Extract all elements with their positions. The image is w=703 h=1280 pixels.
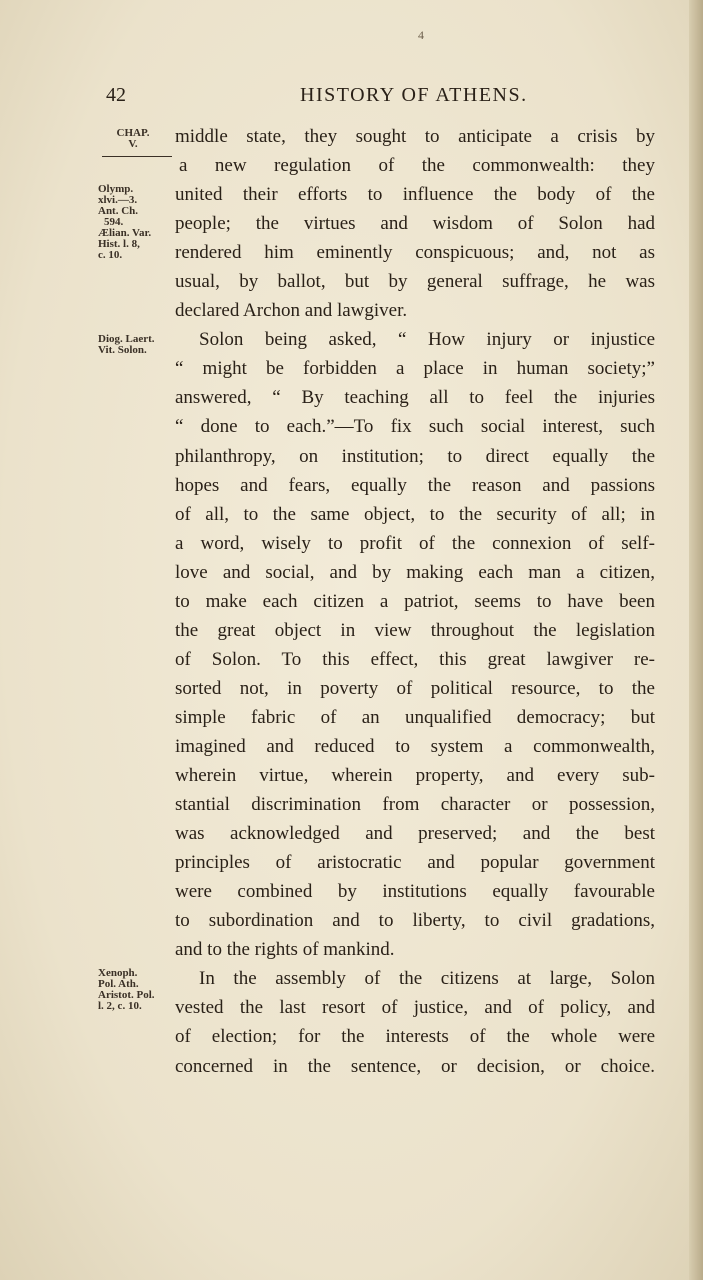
text-line: a word, wisely to profit of the connexion of self-: [175, 532, 655, 554]
text-line: and to the rights of mankind.: [175, 939, 395, 961]
page-number: 42: [106, 84, 126, 106]
margin-note-line: 594.: [104, 216, 124, 228]
text-line: Solon being asked, “ How injury or injustice: [199, 329, 655, 351]
margin-note-line: Aristot. Pol.: [98, 989, 155, 1001]
text-line: middle state, they sought to anticipate a crisis by: [175, 126, 655, 147]
text-line: imagined and reduced to system a commonwealth,: [175, 735, 655, 757]
running-head-title: HISTORY OF ATHENS.: [300, 84, 528, 106]
text-line: answered, “ By teaching all to feel the injuries: [175, 387, 655, 409]
text-line: hopes and fears, equally the reason and passions: [175, 474, 655, 496]
text-line: concerned in the sentence, or decision, or choice.: [175, 1055, 655, 1077]
text-line: love and social, and by making each man a citizen,: [175, 561, 655, 583]
margin-note-chapter: [98, 128, 168, 161]
margin-note-line: Pol. Ath.: [98, 978, 139, 990]
text-line: declared Archon and lawgiver.: [175, 300, 408, 322]
text-line: stantial discrimination from character or possession,: [175, 794, 655, 816]
text-line: simple fabric of an unqualified democracy; but: [175, 706, 655, 728]
margin-note-line: Ælian. Var.: [98, 227, 152, 239]
text-line: people; the virtues and wisdom of Solon had: [175, 213, 655, 235]
margin-note-line: l. 2, c. 10.: [98, 1000, 142, 1012]
text-line: to subordination and to liberty, to civil gradations,: [175, 910, 655, 932]
body-text: [175, 122, 655, 1081]
text-line: In the assembly of the citizens at large, Solon: [199, 968, 655, 990]
margin-note-line: CHAP.: [116, 127, 150, 139]
text-line: of all, to the same object, to the security of all; in: [175, 503, 655, 525]
text-line: principles of aristocratic and popular government: [175, 852, 655, 874]
text-line: united their efforts to influence the body of the: [175, 184, 655, 206]
top-mark: 4: [418, 28, 424, 42]
text-line: philanthropy, on institution; to direct equally the: [175, 445, 655, 467]
margin-note-line: xlvi.—3.: [98, 194, 138, 206]
margin-note-line: Diog. Laert.: [98, 333, 155, 345]
margin-note-line: Xenoph.: [98, 967, 138, 979]
text-line: a new regulation of the commonwealth: they: [179, 155, 655, 177]
margin-note-line: Vit. Solon.: [98, 344, 147, 356]
text-line: of election; for the interests of the whole were: [175, 1026, 655, 1048]
text-line: rendered him eminently conspicuous; and, not as: [175, 242, 655, 264]
text-line: of Solon. To this effect, this great lawgiver re-: [175, 648, 655, 670]
margin-note-olympiad: [98, 184, 178, 261]
text-line: were combined by institutions equally favourable: [175, 881, 655, 903]
text-line: was acknowledged and preserved; and the best: [175, 823, 655, 845]
margin-note-diogenes: [98, 334, 178, 356]
text-line: vested the last resort of justice, and of policy, and: [175, 997, 655, 1019]
margin-note-line: c. 10.: [98, 249, 123, 261]
margin-note-line: Hist. l. 8,: [98, 238, 140, 250]
margin-note-line: V.: [128, 138, 138, 150]
text-line: usual, by ballot, but by general suffrage, he was: [175, 271, 655, 293]
running-head: [106, 84, 658, 112]
text-line: to make each citizen a patriot, seems to have been: [175, 590, 655, 612]
margin-note-xenophon: [98, 968, 178, 1012]
text-line: “ might be forbidden a place in human society;”: [175, 358, 655, 380]
text-line: sorted not, in poverty of political resource, to the: [175, 677, 655, 699]
text-line: wherein virtue, wherein property, and every sub-: [175, 765, 655, 787]
page-gutter-shadow: [689, 0, 703, 1280]
margin-note-line: Olymp.: [98, 183, 134, 195]
margin-note-line: Ant. Ch.: [98, 205, 139, 217]
text-line: “ done to each.”—To fix such social interest, such: [175, 416, 655, 438]
text-line: the great object in view throughout the legislation: [175, 619, 655, 641]
chapter-rule: [102, 156, 172, 157]
